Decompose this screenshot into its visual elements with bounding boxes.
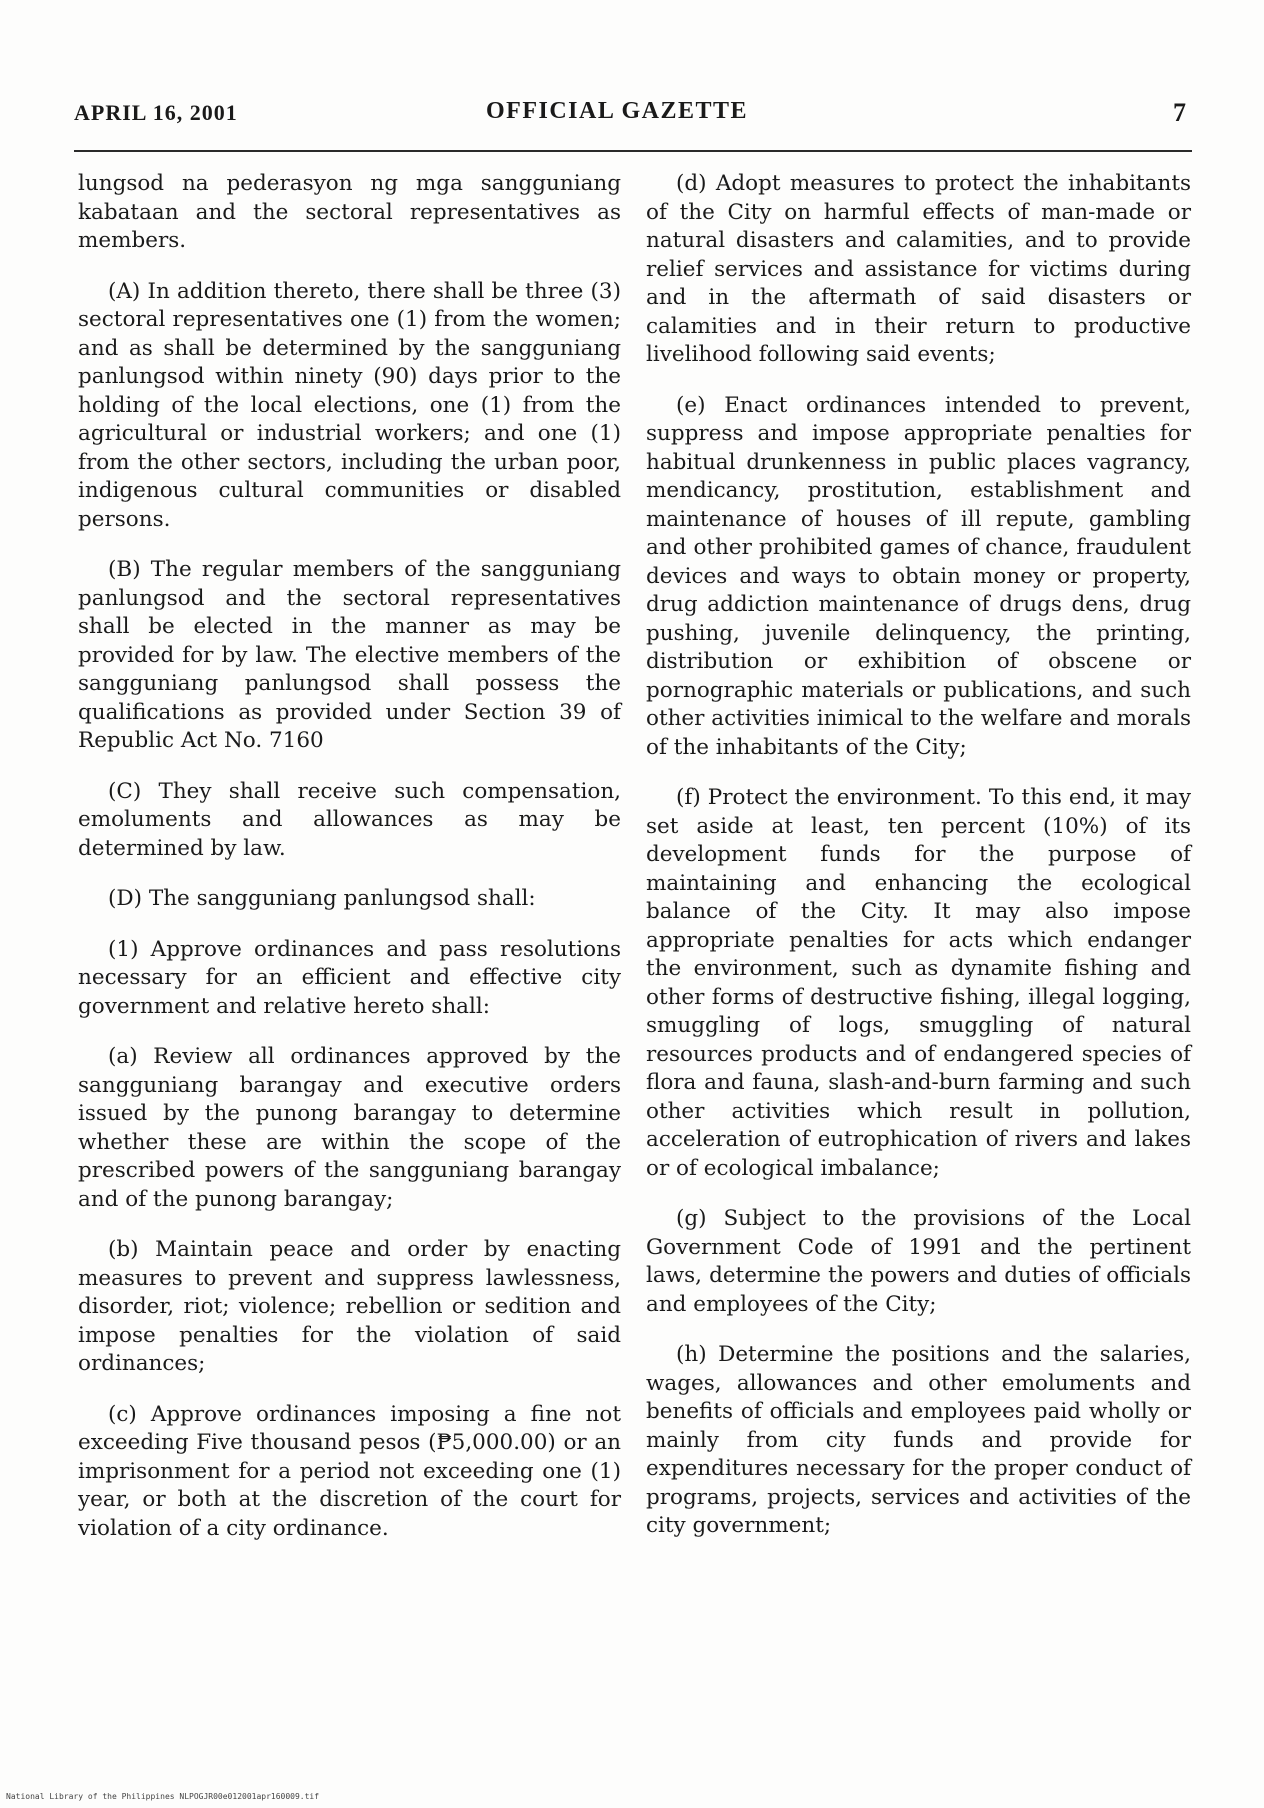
paragraph: (e) Enact ordinances intended to prevent, suppress and impose appropriate penalties for habitual drunkenness in public places vagrancy, mendicancy, prostitution, establishment and maintenance of houses of ill repute, gambling and other prohibited games of chance, fraudulent devices and ways to obtain money or property, drug addiction maintenance of drugs dens, drug pushing, juvenile delinquency, the printing, distribution or exhibition of obscene or pornographic materials or publications, and such other activities inimical to the welfare and morals of the inhabitants of the City; (646, 392, 1191, 760)
header-title: OFFICIAL GAZETTE (486, 98, 749, 124)
paragraph: (f) Protect the environment. To this end, it may set aside at least, ten percent (10%) of its development funds for the purpose of maintaining and enhancing the ecological balance of the City. It may also impose appropriate penalties for acts which endanger the environment, such as dynamite fishing and other forms of destructive fishing, illegal logging, smuggling of logs, smuggling of natural resources products and of endangered species of flora and fauna, slash-and-burn farming and such other activities which result in pollution, acceleration of eutrophication of rivers and lakes or of ecological imbalance; (646, 785, 1191, 1181)
paragraph: (h) Determine the positions and the salaries, wages, allowances and other emoluments and benefits of officials and employees paid wholly or mainly from city funds and provide for expenditures necessary for the proper conduct of programs, projects, services and activities of the city government; (646, 1342, 1191, 1538)
header-rule (74, 150, 1192, 152)
scan-footer: National Library of the Philippines NLPOGJR00e012001apr160009.tif (6, 1792, 320, 1801)
right-column (646, 170, 1191, 1563)
page-header (74, 94, 1192, 136)
paragraph: (a) Review all ordinances approved by the sangguniang barangay and executive orders issued by the punong barangay to determine whether these are within the scope of the prescribed powers of the sangguniang barangay and of the punong barangay; (78, 1044, 621, 1212)
paragraph: (A) In addition thereto, there shall be three (3) sectoral representatives one (1) from the women; and as shall be determined by the sangguniang panlungsod within ninety (90) days prior to the holding of the local elections, one (1) from the agricultural or industrial workers; and one (1) from the other sectors, including the urban poor, indigenous cultural communities or disabled persons. (78, 278, 621, 532)
paragraph: (g) Subject to the provisions of the Local Government Code of 1991 and the pertinent laws, determine the powers and duties of officials and employees of the City; (646, 1206, 1191, 1317)
paragraph: (D) The sangguniang panlungsod shall: (108, 886, 536, 911)
header-date: APRIL 16, 2001 (74, 100, 238, 125)
paragraph: (d) Adopt measures to protect the inhabitants of the City on harmful effects of man-made or natural disasters and calamities, and to provide relief services and assistance for victims during and in the aftermath of said disasters or calamities and in their return to productive livelihood following said events; (646, 171, 1191, 367)
left-column (78, 170, 621, 1565)
paragraph: (1) Approve ordinances and pass resolutions necessary for an efficient and effective city government and relative hereto shall: (78, 936, 621, 1019)
paragraph: (B) The regular members of the sangguniang panlungsod and the sectoral representatives shall be elected in the manner as may be provided for by law. The elective members of the sangguniang panlungsod shall possess the qualifications as provided under Section 39 of Republic Act No. 7160 (78, 557, 621, 753)
paragraph: (b) Maintain peace and order by enacting measures to prevent and suppress lawlessness, disorder, riot; violence; rebellion or sedition and impose penalties for the violation of said ordinances; (78, 1237, 621, 1376)
paragraph: lungsod na pederasyon ng mga sangguniang kabataan and the sectoral representatives as members. (78, 171, 621, 253)
page-number: 7 (1173, 98, 1186, 127)
paragraph: (c) Approve ordinances imposing a fine not exceeding Five thousand pesos (₱5,000.00) or an imprisonment for a period not exceeding one (1) year, or both at the discretion of the court for violation of a city ordinance. (78, 1401, 621, 1541)
paragraph: (C) They shall receive such compensation, emoluments and allowances as may be determined by law. (78, 778, 621, 861)
